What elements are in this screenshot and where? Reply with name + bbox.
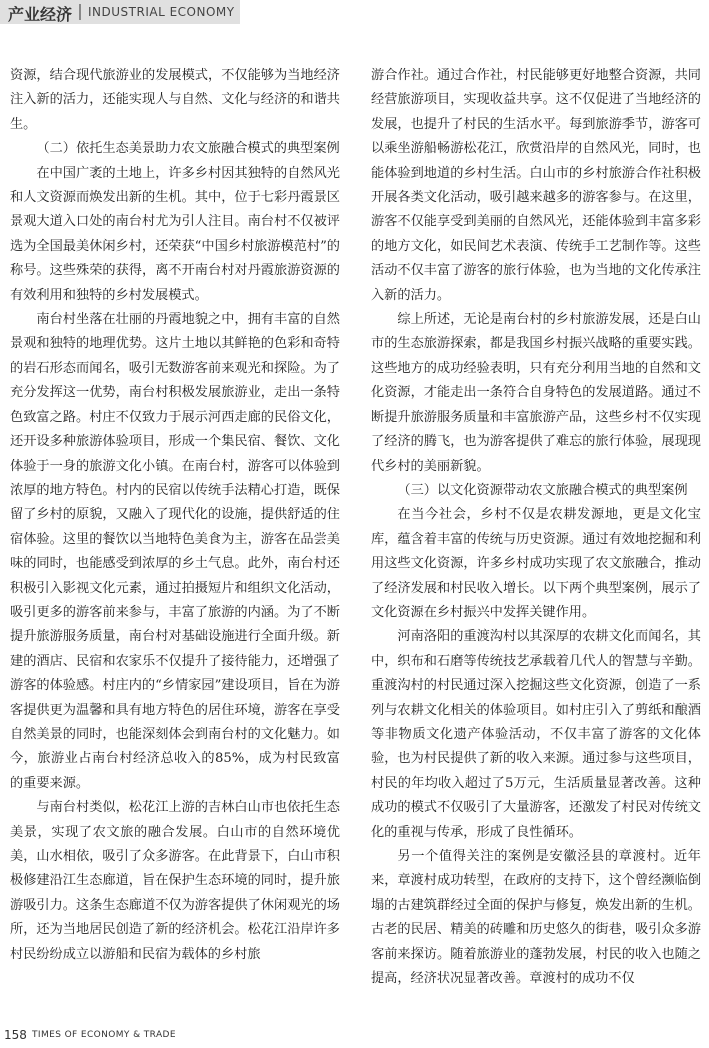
section-divider: [79, 4, 81, 20]
page-number: 158: [4, 1028, 27, 1042]
section-title-cn: 产业经济: [8, 5, 73, 24]
left-column: [10, 64, 340, 967]
paragraph-zhangdu: 另一个值得关注的案例是安徽泾县的章渡村。近年来，章渡村成功转型，在政府的支持下，这个曾经濒临倒塌的古建筑群经过全面的保护与修复，焕发出新的生机。古老的民居、精美的砖雕和历史悠久的街巷，吸引众多游客前来探访。随着旅游业的蓬勃发展，村民的收入也随之提高，经济状况显著改善。章渡村的成功不仅: [371, 849, 701, 987]
section-heading-3: （三）以文化资源带动农文旅融合模式的典型案例: [397, 482, 688, 498]
paragraph-continued: 游合作社。通过合作社，村民能够更好地整合资源，共同经营旅游项目，实现收益共享。这不仅促进了当地经济的发展，也提升了村民的生活水平。每到旅游季节，游客可以乘坐游船畅游松花江，欣赏沿岸的自然风光，同时，也能体验到地道的乡村生活。白山市的乡村旅游合作社积极开展各类文化活动，吸引越来越多的游客参与。在这里，游客不仅能享受到美丽的自然风光，还能体验到丰富多彩的地方文化，如民间艺术表演、传统手工艺制作等。这些活动不仅丰富了游客的旅行体验，也为当地的文化传承注入新的活力。: [371, 68, 701, 303]
paragraph-nantai-detail: 南台村坐落在壮丽的丹霞地貌之中，拥有丰富的自然景观和独特的地理优势。这片土地以其鲜艳的色彩和奇特的岩石形态而闻名，吸引无数游客前来观光和探险。为了充分发挥这一优势，南台村积极发展旅游业，走出一条特色致富之路。村庄不仅致力于展示河西走廊的民俗文化，还开设多种旅游体验项目，形成一个集民宿、餐饮、文化体验于一身的旅游文化小镇。在南台村，游客可以体验到浓厚的地方特色。村内的民宿以传统手法精心打造，既保留了乡村的原貌，又融入了现代化的设施，提供舒适的住宿体验。这里的餐饮以当地特色美食为主，游客在品尝美味的同时，也能感受到浓厚的乡土气息。此外，南台村还积极引入影视文化元素，通过拍摄短片和组织文化活动，吸引更多的游客前来参与，丰富了旅游的内涵。为了不断提升旅游服务质量，南台村对基础设施进行全面升级。新建的酒店、民宿和农家乐不仅提升了接待能力，还增强了游客的体验感。村庄内的“乡情家园”建设项目，旨在为游客提供更为温馨和具有地方特色的居住环境，游客在享受自然美景的同时，也能深刻体会到南台村的文化魅力。如今，旅游业占南台村经济总收入的85%，成为村民致富的重要来源。: [10, 312, 340, 791]
magazine-name: TIMES OF ECONOMY & TRADE: [32, 1030, 176, 1040]
page-header: [0, 0, 709, 26]
paragraph-continued: 资源，结合现代旅游业的发展模式，不仅能够为当地经济注入新的活力，还能实现人与自然、文化与经济的和谐共生。: [10, 68, 340, 132]
paragraph-nantai-intro: 在中国广袤的土地上，许多乡村因其独特的自然风光和人文资源而焕发出新的生机。其中，位于七彩丹霞景区景观大道入口处的南台村尤为引人注目。南台村不仅被评选为全国最美休闲乡村，还荣获“中国乡村旅游模范村”的称号。这些殊荣的获得，离不开南台村对丹霞旅游资源的有效利用和独特的乡村发展模式。: [10, 165, 340, 303]
paragraph-chongdugou: 河南洛阳的重渡沟村以其深厚的农耕文化而闻名，其中，织布和石磨等传统技艺承载着几代人的智慧与辛勤。重渡沟村的村民通过深入挖掘这些文化资源，创造了一系列与农耕文化相关的体验项目。如村庄引入了剪纸和酿酒等非物质文化遗产体验活动，不仅丰富了游客的文化体验，也为村民提供了新的收入来源。通过参与这些项目，村民的年均收入超过了5万元，生活质量显著改善。这种成功的模式不仅吸引了大量游客，还激发了村民对传统文化的重视与传承，形成了良性循环。: [371, 629, 701, 840]
paragraph-culture-intro: 在当今社会，乡村不仅是农耕发源地，更是文化宝库，蕴含着丰富的传统与历史资源。通过有效地挖掘和利用这些文化资源，许多乡村成功实现了农文旅融合，推动了经济发展和村民收入增长。以下两个典型案例，展示了文化资源在乡村振兴中发挥关键作用。: [371, 507, 701, 620]
paragraph-summary: 综上所述，无论是南台村的乡村旅游发展，还是白山市的生态旅游探索，都是我国乡村振兴战略的重要实践。这些地方的成功经验表明，只有充分利用当地的自然和文化资源，才能走出一条符合自身特色的发展道路。通过不断提升旅游服务质量和丰富旅游产品，这些乡村不仅实现了经济的腾飞，也为游客提供了难忘的旅行体验，展现现代乡村的美丽新貌。: [371, 312, 701, 474]
section-heading-2: （二）依托生态美景助力农文旅融合模式的典型案例: [36, 141, 340, 157]
page-footer: [0, 1024, 709, 1048]
right-column: [371, 64, 701, 991]
section-title-en: INDUSTRIAL ECONOMY: [88, 5, 235, 19]
section-tag: [0, 0, 240, 24]
paragraph-baishan: 与南台村类似，松花江上游的吉林白山市也依托生态美景，实现了农文旅的融合发展。白山市的自然环境优美，山水相依，吸引了众多游客。在此背景下，白山市积极修建沿江生态廊道，旨在保护生态环境的同时，提升旅游吸引力。这条生态廊道不仅为游客提供了休闲观光的场所，还为当地居民创造了新的经济机会。松花江沿岸许多村民纷纷成立以游船和民宿为载体的乡村旅: [10, 800, 340, 962]
